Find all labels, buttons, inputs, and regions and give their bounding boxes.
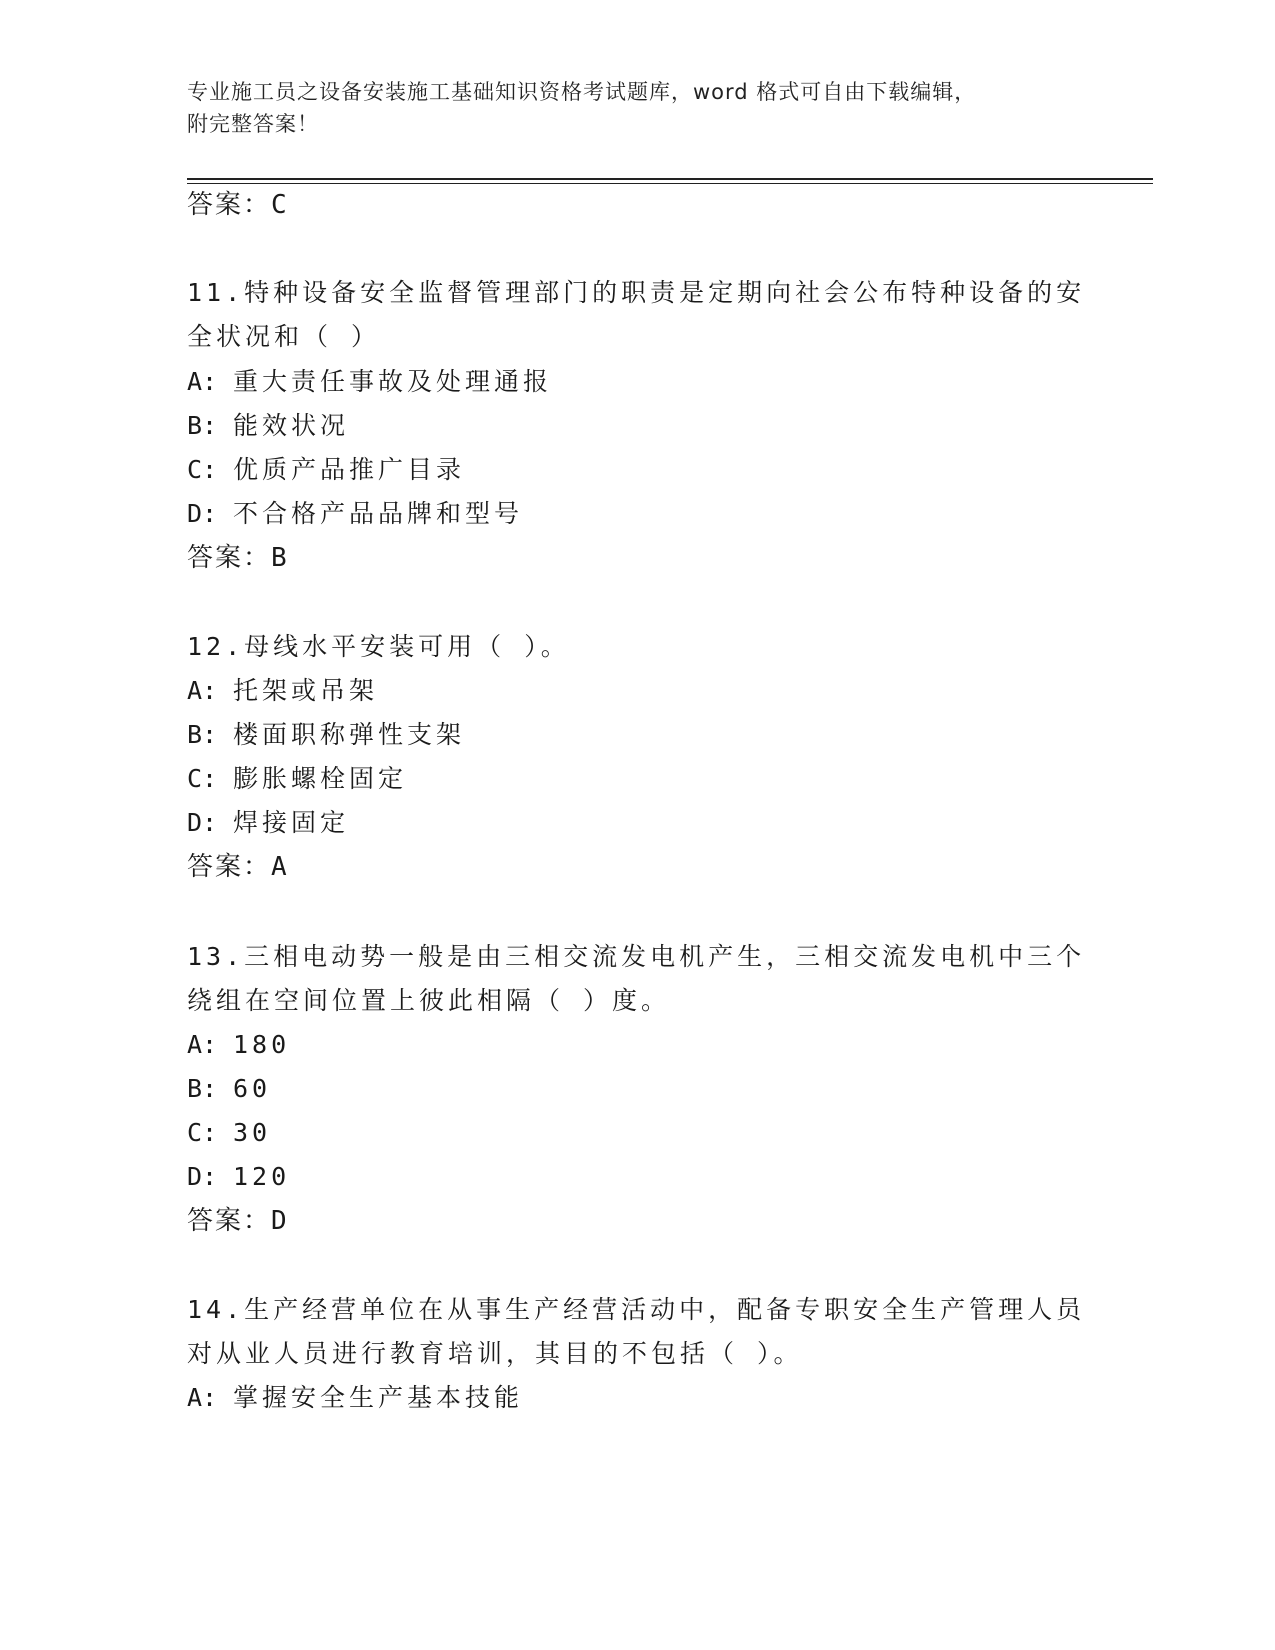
- option-letter: D:: [187, 808, 218, 837]
- answer-label: 答案：: [187, 543, 272, 573]
- option-letter: B:: [187, 1074, 218, 1103]
- option-d: [187, 1160, 290, 1194]
- header-rule-thin: [187, 183, 1153, 184]
- option-text: 托架或吊架: [233, 676, 379, 705]
- question-stem-line-2: 对从业人员进行教育培训，其目的不包括（ ）。: [187, 1339, 803, 1368]
- answer-line: [187, 188, 287, 222]
- option-b: [187, 409, 349, 443]
- option-text: 60: [233, 1074, 272, 1103]
- option-letter: A:: [187, 367, 218, 396]
- answer-line: [187, 541, 287, 575]
- answer-value: B: [271, 543, 287, 573]
- option-letter: A:: [187, 1030, 218, 1059]
- question-stem-line-1: 13.三相电动势一般是由三相交流发电机产生，三相交流发电机中三个: [187, 942, 1086, 971]
- option-b: [187, 718, 465, 752]
- answer-line: [187, 1204, 287, 1238]
- option-text: 120: [233, 1162, 291, 1191]
- header-rule-thick: [187, 178, 1153, 180]
- option-text: 30: [233, 1118, 272, 1147]
- option-text: 楼面职称弹性支架: [233, 720, 466, 749]
- option-text: 掌握安全生产基本技能: [233, 1383, 524, 1412]
- option-letter: D:: [187, 499, 218, 528]
- option-letter: C:: [187, 455, 218, 484]
- option-letter: A:: [187, 676, 218, 705]
- option-a: [187, 1028, 290, 1062]
- answer-line: [187, 850, 287, 884]
- option-letter: C:: [187, 1118, 218, 1147]
- option-d: [187, 497, 523, 531]
- header-line-1: 专业施工员之设备安装施工基础知识资格考试题库，word 格式可自由下载编辑，: [187, 80, 977, 104]
- option-c: [187, 762, 407, 796]
- question-stem-line-1: 12.母线水平安装可用（ ）。: [187, 632, 570, 661]
- option-c: [187, 453, 465, 487]
- option-a: [187, 1381, 523, 1415]
- answer-value: A: [271, 852, 287, 882]
- option-letter: C:: [187, 764, 218, 793]
- option-text: 180: [233, 1030, 291, 1059]
- option-letter: D:: [187, 1162, 218, 1191]
- question-stem-line-2: 绕组在空间位置上彼此相隔（ ）度。: [187, 986, 671, 1015]
- document-header: [187, 76, 1067, 140]
- answer-label: 答案：: [187, 852, 272, 882]
- option-text: 焊接固定: [233, 808, 350, 837]
- option-b: [187, 1072, 271, 1106]
- question-stem-line-1: 14.生产经营单位在从事生产经营活动中，配备专职安全生产管理人员: [187, 1295, 1086, 1324]
- option-text: 不合格产品品牌和型号: [233, 499, 524, 528]
- question-stem-line-2: 全状况和（ ）: [187, 322, 381, 351]
- answer-value: D: [271, 1206, 287, 1236]
- option-letter: B:: [187, 411, 218, 440]
- answer-label: 答案：: [187, 190, 272, 220]
- option-a: [187, 365, 552, 399]
- option-c: [187, 1116, 271, 1150]
- option-text: 重大责任事故及处理通报: [233, 367, 553, 396]
- question-stem-line-1: 11.特种设备安全监督管理部门的职责是定期向社会公布特种设备的安: [187, 278, 1086, 307]
- option-text: 膨胀螺栓固定: [233, 764, 408, 793]
- option-d: [187, 806, 349, 840]
- option-letter: B:: [187, 720, 218, 749]
- option-text: 优质产品推广目录: [233, 455, 466, 484]
- option-a: [187, 674, 378, 708]
- option-text: 能效状况: [233, 411, 350, 440]
- header-line-2: 附完整答案！: [187, 112, 319, 136]
- option-letter: A:: [187, 1383, 218, 1412]
- answer-label: 答案：: [187, 1206, 272, 1236]
- answer-value: C: [271, 190, 287, 220]
